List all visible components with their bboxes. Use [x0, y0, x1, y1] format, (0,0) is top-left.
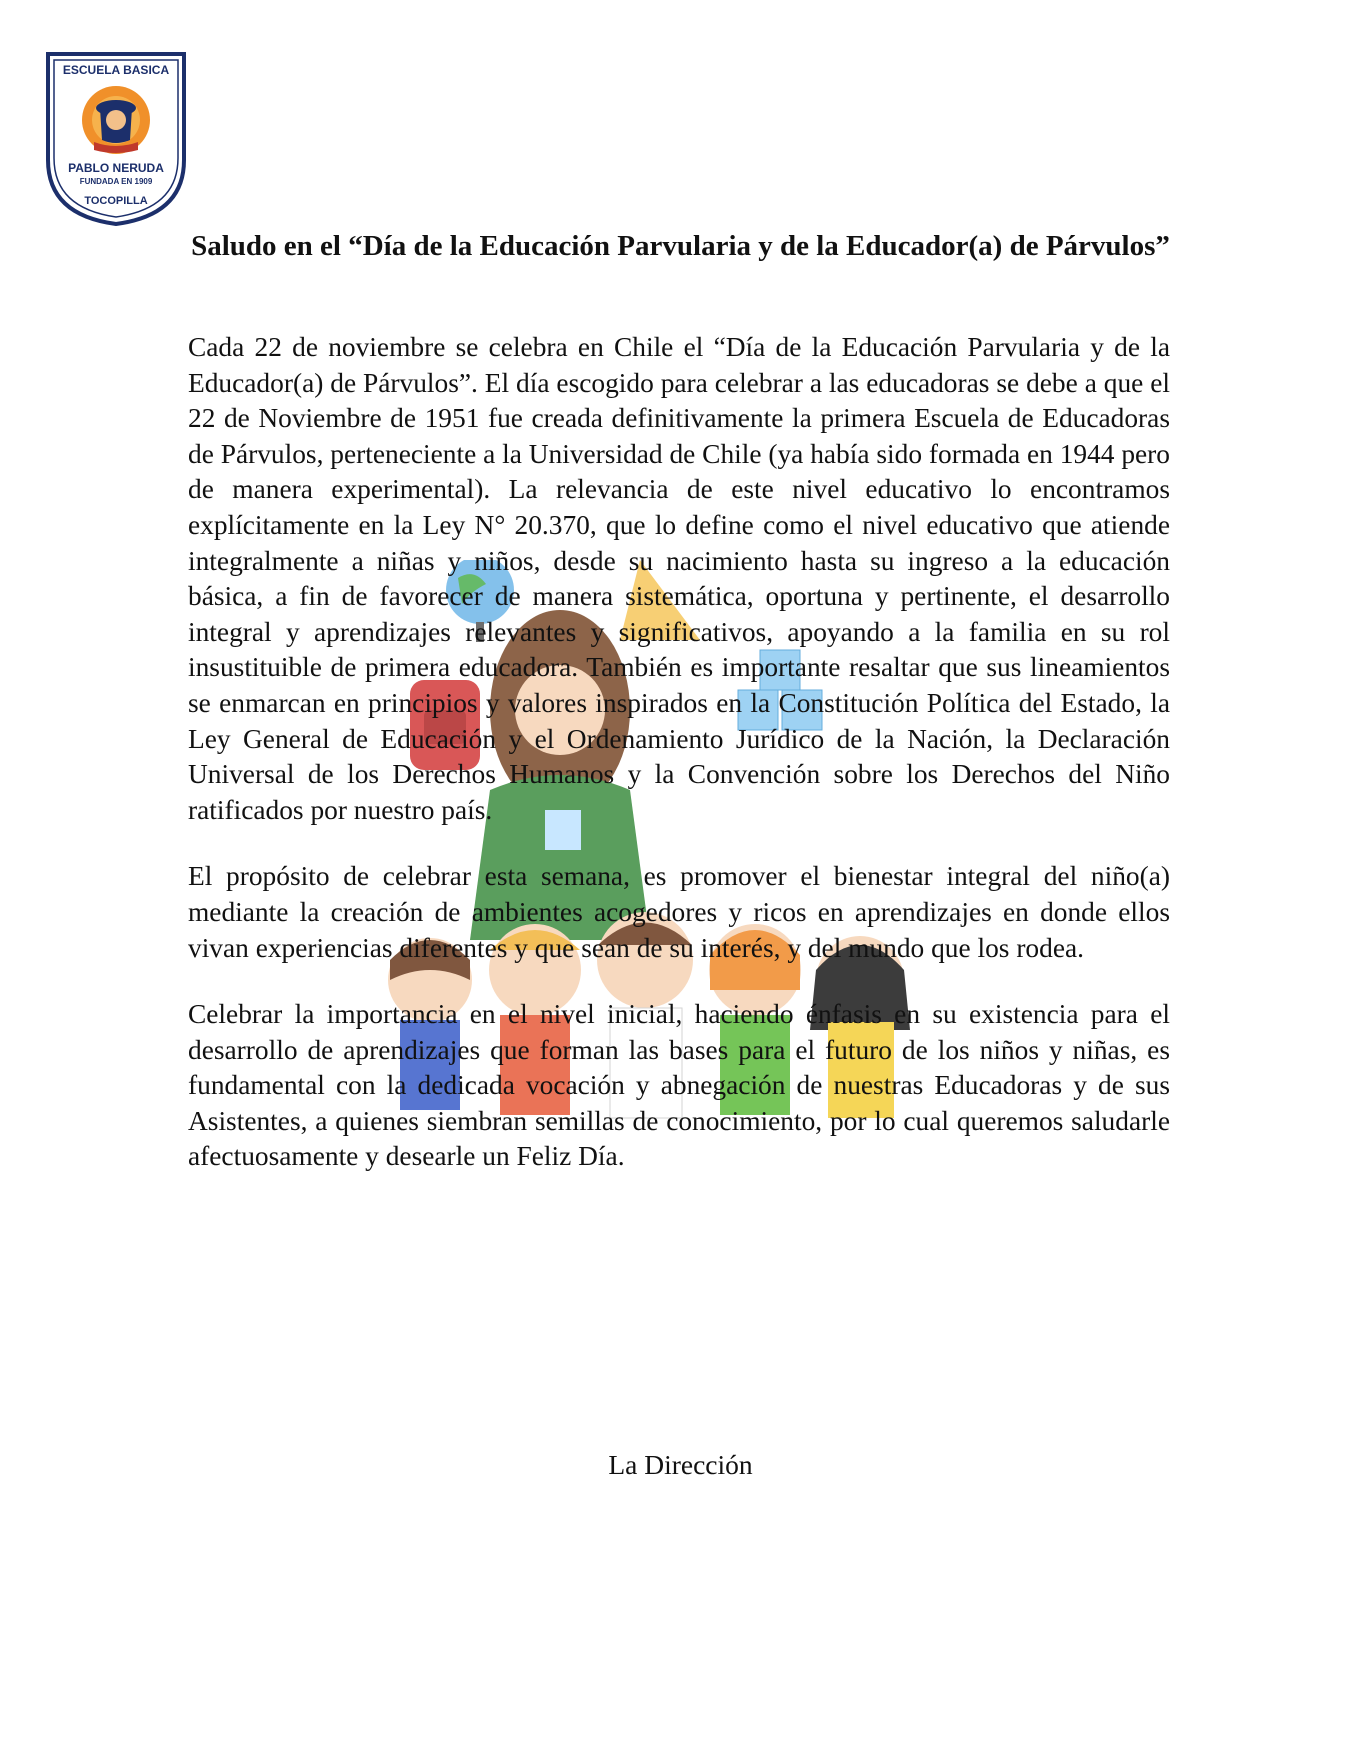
- paragraph-1: Cada 22 de noviembre se celebra en Chile el “Día de la Educación Parvularia y de la Educador(a) de Párvulos”. El día escogido para celebrar a las educadoras se debe a que el 22 de Noviembre de 1951 fue creada definitivamente la primera Escuela de Educadoras de Párvulos, perteneciente a la Universidad de Chile (ya había sido formada en 1944 pero de manera experimental). La relevancia de este nivel educativo lo encontramos explícitamente en la Ley N° 20.370, que lo define como el nivel educativo que atiende integralmente a niñas y niños, desde su nacimiento hasta su ingreso a la educación básica, a fin de favorecer de manera sistemática, oportuna y pertinente, el desarrollo integral y aprendizajes relevantes y significativos, apoyando a la familia en su rol insustituible de primera educadora. También es importante resaltar que sus lineamientos se enmarcan en principios y valores inspirados en la Constitución Política del Estado, la Ley General de Educación y el Ordenamiento Jurídico de la Nación, la Declaración Universal de los Derechos Humanos y la Convención sobre los Derechos del Niño ratificados por nuestro país.: [188, 332, 1170, 825]
- svg-text:PABLO NERUDA: PABLO NERUDA: [68, 161, 164, 175]
- paragraph-2: El propósito de celebrar esta semana, es promover el bienestar integral del niño(a) mediante la creación de ambientes acogedores y ricos en aprendizajes en donde ellos vivan experiencias diferentes y que sean de su interés, y del mundo que los rodea.: [188, 861, 1170, 963]
- paragraph-3: Celebrar la importancia en el nivel inicial, haciendo énfasis en su existencia para el desarrollo de aprendizajes que forman las bases para el futuro de los niños y niñas, es fundamental con la dedicada vocación y abnegación de nuestras Educadoras y de sus Asistentes, a quienes siembran semillas de conocimiento, por lo cual queremos saludarle afectuosamente y desearle un Feliz Día.: [188, 999, 1170, 1172]
- document-title: Saludo en el “Día de la Educación Parvularia y de la Educador(a) de Párvulos”: [191, 230, 1170, 262]
- svg-text:TOCOPILLA: TOCOPILLA: [84, 195, 148, 207]
- school-logo: [44, 50, 188, 228]
- svg-text:FUNDADA EN 1909: FUNDADA EN 1909: [79, 177, 153, 186]
- signature: La Dirección: [608, 1449, 753, 1480]
- document-body: [188, 330, 1170, 1206]
- svg-text:ESCUELA BASICA: ESCUELA BASICA: [62, 63, 170, 77]
